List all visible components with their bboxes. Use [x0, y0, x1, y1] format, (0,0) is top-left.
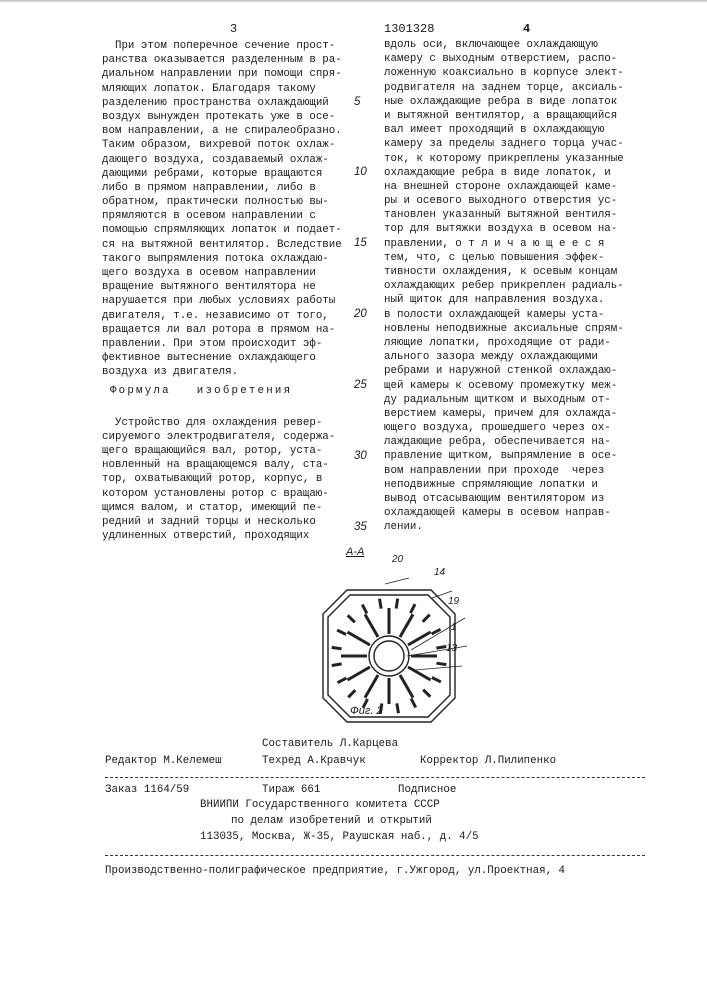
text-line: новленный на вращающемся валу, ста- — [102, 458, 342, 472]
text-line: лаждающие ребра, обеспечивается на- — [384, 435, 624, 449]
straightening-vane — [332, 664, 342, 666]
circulation: Тираж 661 — [262, 784, 320, 796]
text-line: и вытяжной вентилятор, а вращающийся — [384, 109, 624, 123]
text-line: вал имеет проходящий в охлаждающую — [384, 123, 624, 137]
text-line: тем, что, с целью повышения эффек- — [384, 251, 624, 265]
editor: Редактор М.Келемеш — [105, 755, 222, 767]
text-line: редний и задний торцы и несколько — [102, 515, 342, 529]
text-line: ток, к которому прикреплены указанные — [384, 152, 624, 166]
line-number: 15 — [354, 237, 367, 249]
compiler: Составитель Л.Карцева — [262, 738, 398, 750]
text-line: тивности охлаждения, к осевым концам — [384, 265, 624, 279]
line-number: 5 — [354, 96, 360, 108]
cooling-rib — [365, 614, 378, 637]
text-line: ры и осевого выходного отверстия ус- — [384, 194, 624, 208]
straightening-vane — [423, 690, 430, 697]
text-line: ляющие лопатки, проходящие от ради- — [384, 336, 624, 350]
text-line: двигателя, т.е. независимо от того, — [102, 309, 342, 323]
straightening-vane — [332, 647, 342, 648]
text-line: лении. — [384, 520, 624, 534]
text-line: тор для вытяжки воздуха в осевом на- — [384, 222, 624, 236]
straightening-vane — [363, 605, 368, 614]
patent-number: 1301328 — [384, 22, 434, 36]
section-label: А-А — [346, 546, 364, 558]
text-line: новлены неподвижные аксиальные спрям- — [384, 322, 624, 336]
cooling-rib — [400, 675, 413, 698]
text-line: вращается ли вал ротора в прямом на- — [102, 323, 342, 337]
text-line: вращение вытяжного вентилятора не — [102, 280, 342, 294]
text-line: вом направлении, а не спиралеобразно. — [102, 124, 342, 138]
callout-13: 13 — [446, 643, 457, 654]
text-line: ранства оказывается разделенным в ра- — [102, 53, 342, 67]
text-line: ные охлаждающие ребра в виде лопаток — [384, 95, 624, 109]
leader-line — [385, 578, 409, 584]
text-line: При этом поперечное сечение прост- — [102, 39, 342, 53]
text-line: камеру за пределы заднего торца учас- — [384, 137, 624, 151]
corrector: Корректор Л.Пилипенко — [420, 755, 556, 767]
divider — [105, 777, 645, 778]
printer: Производственно-полиграфическое предприятие, г.Ужгород, ул.Проектная, 4 — [105, 865, 565, 877]
text-line: щей камеры к осевому промежутку меж- — [384, 379, 624, 393]
text-line: диальном направлении при помощи спря- — [102, 67, 342, 81]
cooling-rib — [400, 614, 413, 637]
techred: Техред А.Кравчук — [262, 755, 366, 767]
text-line: камеру с выходным отверстием, распо- — [384, 52, 624, 66]
subscription: Подписное — [398, 784, 456, 796]
line-number: 20 — [354, 308, 367, 320]
claims-text — [102, 416, 342, 544]
text-line: тановлен указанный вытяжной вентиля- — [384, 208, 624, 222]
line-number: 35 — [354, 521, 367, 533]
text-line: тор, охватывающий ротор, корпус, в — [102, 472, 342, 486]
text-line: ющего воздуха, прошедшего через ох- — [384, 421, 624, 435]
text-line: охлаждающей камеры в осевом направ- — [384, 506, 624, 520]
text-line: прямляются в осевом направлении с — [102, 209, 342, 223]
straightening-vane — [380, 599, 382, 609]
text-line: охлаждающих ребер прикреплен радиаль- — [384, 279, 624, 293]
org-address: 113035, Москва, Ж-35, Раушская наб., д. 4/5 — [200, 831, 479, 843]
text-line: вом направлении при проходе через — [384, 464, 624, 478]
text-line: помощью спрямляющих лопаток и подает- — [102, 223, 342, 237]
text-line: разделению пространства охлаждающий — [102, 96, 342, 110]
text-line: Устройство для охлаждения ревер- — [102, 416, 342, 430]
callout-1: 1 — [451, 622, 457, 633]
text-line: нарушается при любых условиях работы — [102, 294, 342, 308]
text-line: в полости охлаждающей камеры уста- — [384, 308, 624, 322]
divider — [105, 855, 645, 856]
scan-edge — [0, 0, 707, 3]
text-line: котором установлены ротор с вращаю- — [102, 487, 342, 501]
straightening-vane — [432, 677, 441, 681]
text-line: неподвижные спрямляющие лопатки и — [384, 478, 624, 492]
cooling-rib — [408, 632, 431, 645]
callout-14: 14 — [434, 567, 445, 578]
text-line: дающими ребрами, которые вращаются — [102, 167, 342, 181]
cooling-rib — [348, 667, 371, 680]
text-line: обратном, практически полностью вы- — [102, 195, 342, 209]
line-number: 25 — [354, 379, 367, 391]
straightening-vane — [348, 615, 355, 622]
text-line: ребрами и наружной стенкой охлаждаю- — [384, 364, 624, 378]
page-number-left: 3 — [230, 22, 237, 36]
straightening-vane — [397, 703, 399, 713]
shield-ring — [369, 636, 409, 676]
text-line: щего вращающийся вал, ротор, уста- — [102, 444, 342, 458]
order-number: Заказ 1164/59 — [105, 784, 189, 796]
shaft — [374, 641, 404, 671]
text-line: вдоль оси, включающее охлаждающую — [384, 38, 624, 52]
callout-19: 19 — [448, 596, 459, 607]
text-line: воздуха из двигателя. — [102, 365, 342, 379]
text-line: удлиненных отверстий, проходящих — [102, 529, 342, 543]
text-line: вывод отсасывающим вентилятором из — [384, 492, 624, 506]
claims-heading: Формула изобретения — [102, 384, 342, 398]
text-line: верстием камеры, причем для охлажда- — [384, 407, 624, 421]
text-line: воздух вынужден протекать уже в осе- — [102, 110, 342, 124]
text-line: мляющих лопаток. Благодаря такому — [102, 82, 342, 96]
description-text — [102, 39, 342, 380]
text-line: Таким образом, вихревой поток охлаж- — [102, 138, 342, 152]
text-line: фективное вытеснение охлаждающего — [102, 351, 342, 365]
text-line: такого выпрямления потока охлаждаю- — [102, 252, 342, 266]
text-line: щимся валом, и статор, имеющий пе- — [102, 501, 342, 515]
straightening-vane — [338, 678, 347, 683]
org-line2: по делам изобретений и открытий — [231, 815, 432, 827]
text-line: правлении. При этом происходит эф- — [102, 337, 342, 351]
straightening-vane — [411, 604, 415, 613]
straightening-vane — [348, 690, 355, 697]
left-column — [102, 39, 342, 543]
figure-2 — [288, 540, 478, 730]
right-column — [384, 38, 624, 535]
straightening-vane — [423, 615, 430, 622]
straightening-vane — [396, 599, 397, 609]
text-line: охлаждающие ребра в виде лопаток, и — [384, 166, 624, 180]
claims-continued-text — [384, 38, 624, 535]
text-line: ального зазора между охлаждающими — [384, 350, 624, 364]
cooling-rib — [348, 632, 371, 645]
text-line: щего воздуха в осевом направлении — [102, 266, 342, 280]
cross-section-drawing — [307, 558, 497, 748]
straightening-vane — [337, 630, 346, 634]
text-line: ду радиальным щитком и выходным от- — [384, 393, 624, 407]
text-line: сируемого электродвигателя, содержа- — [102, 430, 342, 444]
text-line: ся на вытяжной вентилятор. Вследствие — [102, 238, 342, 252]
text-line: родвигателя на заднем торце, аксиаль- — [384, 81, 624, 95]
text-line: правление щитком, выпрямление в осе- — [384, 449, 624, 463]
text-line: дающего воздуха, создаваемый охлаж- — [102, 153, 342, 167]
figure-caption: Фиг. 2 — [350, 705, 383, 717]
straightening-vane — [437, 647, 447, 649]
line-number: 10 — [354, 166, 367, 178]
text-line: правлении, о т л и ч а ю щ е е с я — [384, 237, 624, 251]
org-line1: ВНИИПИ Государственного комитета СССР — [200, 799, 440, 811]
text-line: ложенную коаксиально в корпусе элект- — [384, 66, 624, 80]
text-line: на внешней стороне охлаждающей каме- — [384, 180, 624, 194]
page-number-right: 4 — [523, 22, 530, 36]
cooling-rib — [365, 675, 378, 698]
text-line: ный щиток для направления воздуха. — [384, 293, 624, 307]
straightening-vane — [437, 663, 447, 664]
straightening-vane — [411, 699, 416, 708]
line-number: 30 — [354, 450, 367, 462]
text-line: либо в прямом направлении, либо в — [102, 181, 342, 195]
callout-20: 20 — [392, 554, 403, 565]
